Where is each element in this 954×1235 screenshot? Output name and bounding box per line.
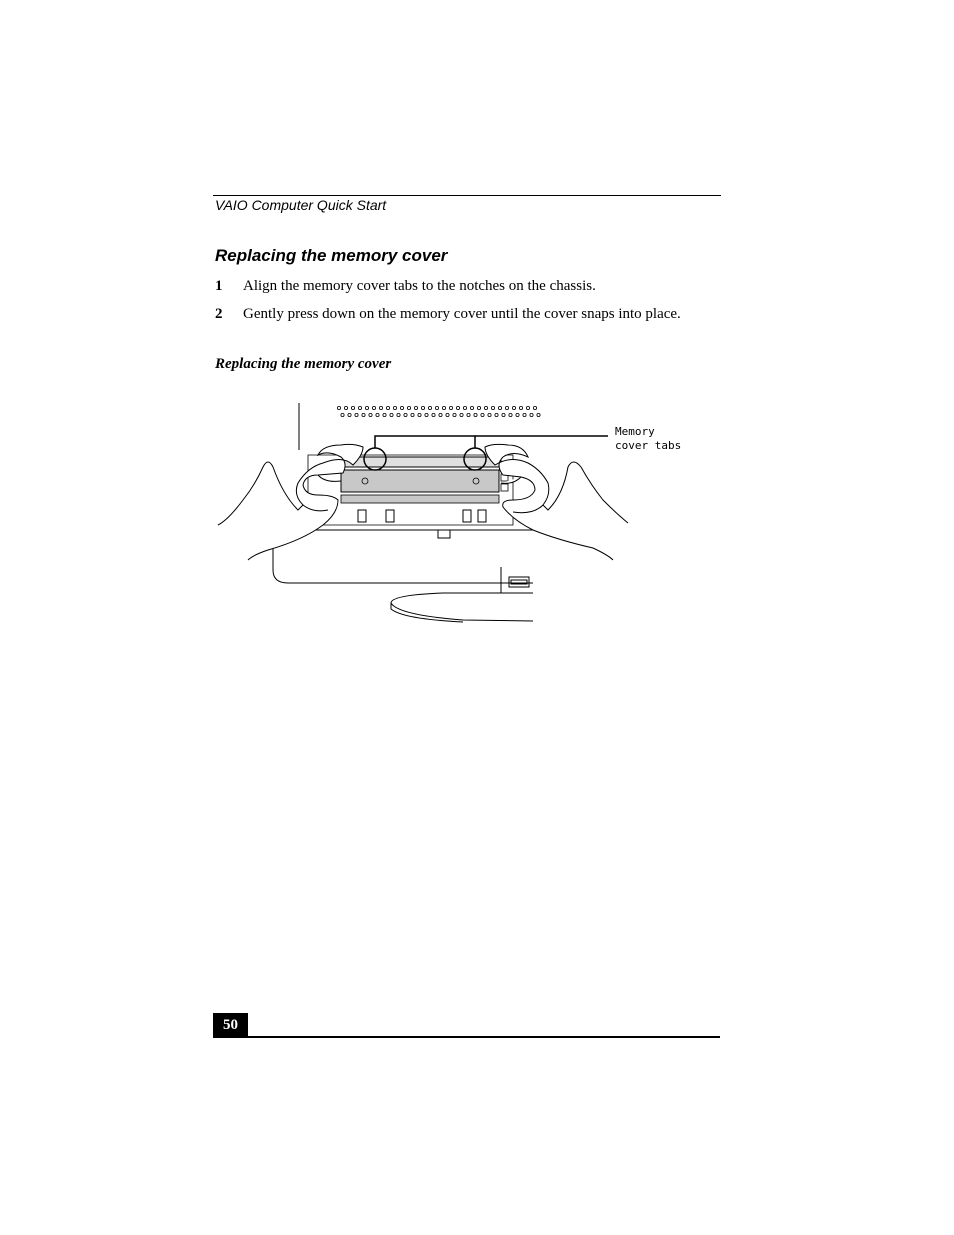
section-heading: Replacing the memory cover [215, 246, 448, 265]
memory-cover-illustration [213, 395, 683, 630]
figure-caption: Replacing the memory cover [215, 356, 392, 372]
callout-label-line: Memory [615, 425, 655, 438]
header-rule [213, 195, 721, 196]
callout-label [615, 425, 681, 453]
step-text: Align the memory cover tabs to the notches on the chassis. [243, 278, 596, 294]
page-number: 50 [213, 1013, 248, 1037]
footer-rule [213, 1036, 720, 1038]
running-head: VAIO Computer Quick Start [215, 197, 387, 213]
callout-label-line: cover tabs [615, 439, 682, 452]
step-number: 1 [215, 278, 223, 294]
step-text: Gently press down on the memory cover until the cover snaps into place. [243, 306, 681, 322]
step-number: 2 [215, 306, 223, 322]
